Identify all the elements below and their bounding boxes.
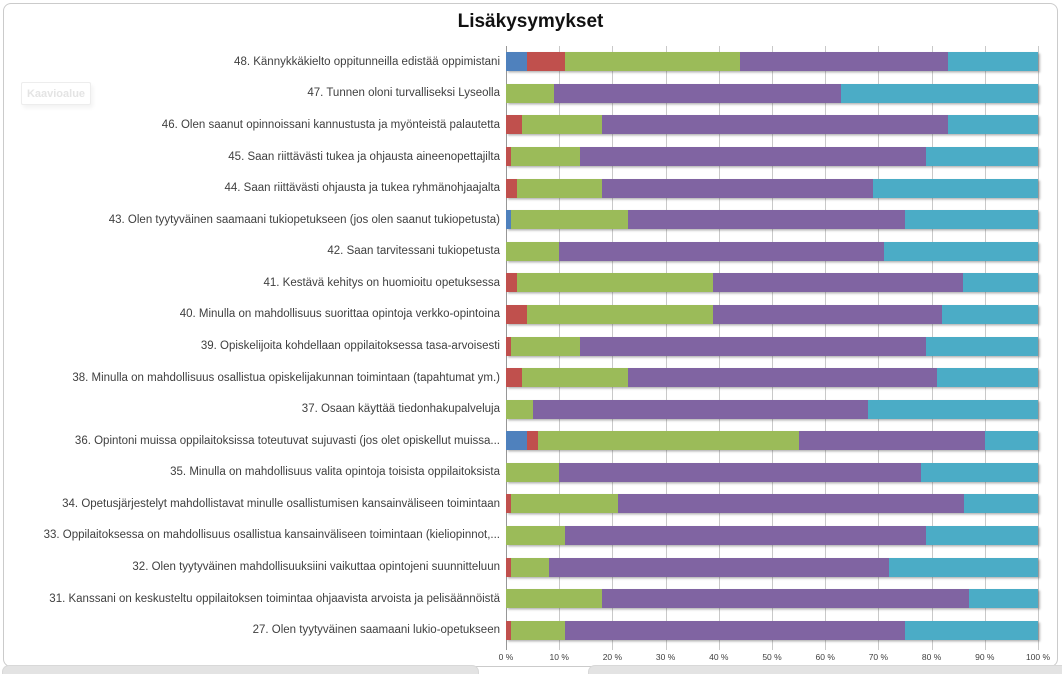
bar-segment-series-2[interactable] xyxy=(527,52,564,71)
chart-area[interactable] xyxy=(3,3,1058,667)
bar-segment-series-5[interactable] xyxy=(926,337,1038,356)
bar-segment-series-4[interactable] xyxy=(602,115,948,134)
stacked-bar[interactable] xyxy=(506,400,1038,419)
bar-segment-series-4[interactable] xyxy=(618,494,964,513)
bar-segment-series-3[interactable] xyxy=(506,242,559,261)
bar-segment-series-4[interactable] xyxy=(565,526,927,545)
bar-segment-series-1[interactable] xyxy=(506,431,527,450)
bar-segment-series-4[interactable] xyxy=(580,337,926,356)
bar-segment-series-3[interactable] xyxy=(517,179,602,198)
chart-area-tooltip xyxy=(21,82,91,105)
bar-segment-series-2[interactable] xyxy=(506,305,527,324)
category-label: 41. Kestävä kehitys on huomioitu opetuksessa xyxy=(263,276,500,289)
stacked-bar[interactable] xyxy=(506,273,1038,292)
bar-segment-series-5[interactable] xyxy=(889,558,1038,577)
category-label: 37. Osaan käyttää tiedonhakupalveluja xyxy=(301,403,500,416)
bar-segment-series-4[interactable] xyxy=(565,621,905,640)
background-window-edge-right xyxy=(588,665,1062,674)
plot-area[interactable] xyxy=(506,46,1038,646)
bar-segment-series-3[interactable] xyxy=(506,589,602,608)
bar-segment-series-4[interactable] xyxy=(628,368,937,387)
bar-segment-series-4[interactable] xyxy=(713,305,942,324)
category-label: 40. Minulla on mahdollisuus suorittaa opintoja verkko-opintoina xyxy=(179,308,500,321)
bar-segment-series-4[interactable] xyxy=(799,431,985,450)
bar-segment-series-2[interactable] xyxy=(506,368,522,387)
stacked-bar[interactable] xyxy=(506,494,1038,513)
stacked-bar[interactable] xyxy=(506,558,1038,577)
bar-segment-series-5[interactable] xyxy=(969,589,1038,608)
bar-segment-series-5[interactable] xyxy=(905,210,1038,229)
stacked-bar[interactable] xyxy=(506,463,1038,482)
bar-segment-series-5[interactable] xyxy=(841,84,1038,103)
bar-segment-series-3[interactable] xyxy=(511,621,564,640)
bar-segment-series-2[interactable] xyxy=(506,179,517,198)
bar-segment-series-3[interactable] xyxy=(517,273,714,292)
bar-segment-series-3[interactable] xyxy=(511,337,580,356)
category-label: 48. Kännykkäkielto oppitunneilla edistää oppimistani xyxy=(234,55,500,68)
category-label: 45. Saan riittävästi tukea ja ohjausta aineenopettajilta xyxy=(228,150,500,163)
stacked-bar[interactable] xyxy=(506,368,1038,387)
category-label: 39. Opiskelijoita kohdellaan oppilaitoksessa tasa-arvoisesti xyxy=(200,339,500,352)
x-axis-tick-label: 90 % xyxy=(975,652,995,662)
bar-segment-series-4[interactable] xyxy=(559,463,921,482)
bar-segment-series-1[interactable] xyxy=(506,52,527,71)
bar-segment-series-5[interactable] xyxy=(905,621,1038,640)
bar-segment-series-5[interactable] xyxy=(948,115,1038,134)
x-axis-tick-label: 30 % xyxy=(655,652,676,662)
category-label: 32. Olen tyytyväinen mahdollisuuksiini vaikuttaa opintojeni suunnitteluun xyxy=(132,561,500,574)
bar-segment-series-4[interactable] xyxy=(533,400,868,419)
stacked-bar[interactable] xyxy=(506,115,1038,134)
category-label: 31. Kanssani on keskusteltu oppilaitoksen toimintaa ohjaavista arvoista ja pelisäännöistä xyxy=(49,592,500,605)
bar-segment-series-3[interactable] xyxy=(538,431,799,450)
bar-segment-series-5[interactable] xyxy=(926,147,1038,166)
category-label: 43. Olen tyytyväinen saamaani tukiopetukseen (jos olen saanut tukiopetusta) xyxy=(108,213,500,226)
x-axis-tick-label: 80 % xyxy=(921,652,942,662)
bar-segment-series-3[interactable] xyxy=(511,558,548,577)
stacked-bar[interactable] xyxy=(506,84,1038,103)
x-axis-tick-label: 40 % xyxy=(709,652,729,662)
x-axis-tick-label: 10 % xyxy=(549,652,569,662)
category-label: 27. Olen tyytyväinen saamaani lukio-opetukseen xyxy=(252,624,500,637)
bar-segment-series-3[interactable] xyxy=(506,400,533,419)
bar-segment-series-5[interactable] xyxy=(948,52,1038,71)
bar-segment-series-4[interactable] xyxy=(554,84,841,103)
bar-segment-series-4[interactable] xyxy=(602,179,873,198)
category-label: 47. Tunnen oloni turvalliseksi Lyseolla xyxy=(307,87,500,100)
gridline xyxy=(1038,46,1039,650)
stacked-bar[interactable] xyxy=(506,179,1038,198)
category-label: 33. Oppilaitoksessa on mahdollisuus osallistua kansainväliseen toimintaan (kieliopinnot,... xyxy=(43,529,500,542)
bar-segment-series-2[interactable] xyxy=(506,115,522,134)
category-label: 36. Opintoni muissa oppilaitoksissa toteutuvat sujuvasti (jos olet opiskellut muissa... xyxy=(74,434,500,447)
bar-segment-series-5[interactable] xyxy=(873,179,1038,198)
stacked-bar[interactable] xyxy=(506,52,1038,71)
bar-segment-series-3[interactable] xyxy=(522,368,628,387)
bar-segment-series-3[interactable] xyxy=(511,494,617,513)
stacked-bar[interactable] xyxy=(506,526,1038,545)
bar-segment-series-4[interactable] xyxy=(559,242,884,261)
bar-segment-series-3[interactable] xyxy=(511,210,628,229)
x-axis-tick-label: 50 % xyxy=(762,652,782,662)
bar-segment-series-2[interactable] xyxy=(506,273,517,292)
category-label: 34. Opetusjärjestelyt mahdollistavat minulle osallistumisen kansainväliseen toimintaan xyxy=(62,497,500,510)
bar-segment-series-5[interactable] xyxy=(937,368,1038,387)
bar-segment-series-5[interactable] xyxy=(942,305,1038,324)
bar-segment-series-3[interactable] xyxy=(522,115,602,134)
category-label: 44. Saan riittävästi ohjausta ja tukea ryhmänohjaajalta xyxy=(224,182,500,195)
bar-segment-series-5[interactable] xyxy=(884,242,1038,261)
bar-segment-series-3[interactable] xyxy=(565,52,741,71)
bar-segment-series-4[interactable] xyxy=(740,52,947,71)
category-label: 42. Saan tarvitessani tukiopetusta xyxy=(327,245,500,258)
bar-segment-series-3[interactable] xyxy=(506,526,565,545)
bar-segment-series-5[interactable] xyxy=(926,526,1038,545)
bar-segment-series-3[interactable] xyxy=(511,147,580,166)
bar-segment-series-5[interactable] xyxy=(963,273,1037,292)
chart-title[interactable]: Lisäkysymykset xyxy=(457,11,604,32)
bar-segment-series-5[interactable] xyxy=(868,400,1038,419)
category-label: 38. Minulla on mahdollisuus osallistua opiskelijakunnan toimintaan (tapahtumat ym.) xyxy=(72,371,500,384)
bar-segment-series-4[interactable] xyxy=(580,147,926,166)
stacked-bar[interactable] xyxy=(506,305,1038,324)
background-window-edge-left xyxy=(2,665,479,674)
x-axis-tick-label: 0 % xyxy=(498,652,514,662)
x-axis-tick-label: 100 % xyxy=(1025,652,1051,662)
bar-segment-series-4[interactable] xyxy=(628,210,905,229)
x-axis-tick-label: 60 % xyxy=(815,652,835,662)
stacked-bar[interactable] xyxy=(506,147,1038,166)
bar-segment-series-3[interactable] xyxy=(527,305,713,324)
bar-segment-series-5[interactable] xyxy=(985,431,1038,450)
stacked-bar[interactable] xyxy=(506,337,1038,356)
category-axis-labels xyxy=(4,46,500,646)
bar-segment-series-3[interactable] xyxy=(506,84,554,103)
category-label: 35. Minulla on mahdollisuus valita opintoja toisista oppilaitoksista xyxy=(170,466,500,479)
bar-segment-series-5[interactable] xyxy=(964,494,1038,513)
x-axis-tick-label: 20 % xyxy=(602,652,623,662)
bar-segment-series-4[interactable] xyxy=(549,558,889,577)
x-axis-tick-label: 70 % xyxy=(868,652,889,662)
stacked-bar[interactable] xyxy=(506,431,1038,450)
stacked-bar[interactable] xyxy=(506,621,1038,640)
chart-area-tooltip-label: Kaavioalue xyxy=(26,87,86,100)
stacked-bar[interactable] xyxy=(506,242,1038,261)
category-label: 46. Olen saanut opinnoissani kannustusta ja myönteistä palautetta xyxy=(161,118,500,131)
stacked-bar[interactable] xyxy=(506,589,1038,608)
bar-segment-series-3[interactable] xyxy=(506,463,559,482)
x-axis-tick-labels xyxy=(498,652,1051,666)
bar-segment-series-4[interactable] xyxy=(713,273,963,292)
bar-segment-series-2[interactable] xyxy=(527,431,538,450)
stacked-bar[interactable] xyxy=(506,210,1038,229)
bar-segment-series-4[interactable] xyxy=(602,589,969,608)
bar-segment-series-5[interactable] xyxy=(921,463,1038,482)
